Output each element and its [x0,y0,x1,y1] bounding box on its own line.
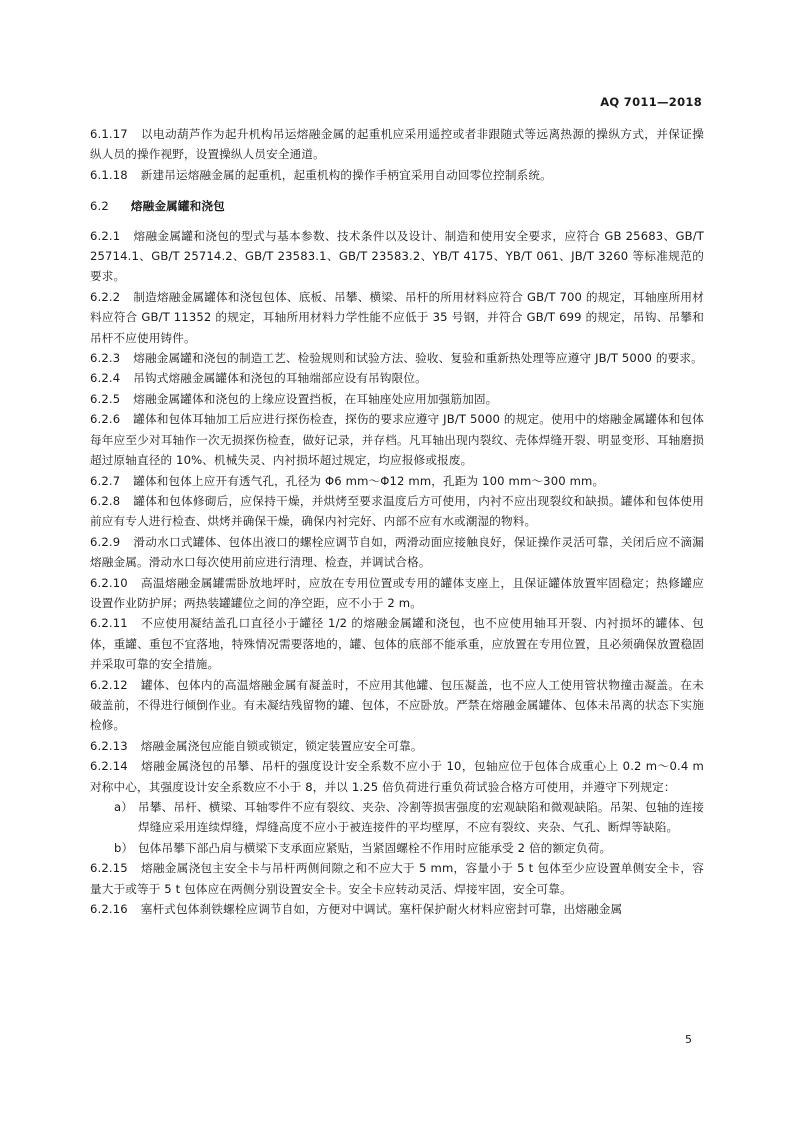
clause-number: 6.2.15 [90,861,128,876]
clause [90,226,704,287]
clause-number: 6.2.5 [90,391,121,406]
clause-text: 吊钩式熔融金属罐体和浇包的耳轴端部应设有吊钩限位。 [133,371,427,386]
clause-text: 罐体和包体修砌后，应保持干燥，并烘烤至要求温度后方可使用，内衬不应出现裂纹和缺损。罐体和包体使用前应有专人进行检查、烘烤并确保干燥，确保内衬完好、内部不应有水或潮湿的物料。 [90,493,704,529]
clause-number: 6.2.14 [90,759,128,774]
clause-text: 以电动葫芦作为起升机构吊运熔融金属的起重机应采用遥控或者非跟随式等远离热源的操纵方式，并保证操纵人员的操作视野，设置操纵人员安全通道。 [90,127,704,162]
clause-text: 滑动水口式罐体、包体出液口的螺栓应调节自如，两滑动面应接触良好，保证操作灵活可靠，关闭后应不滴漏熔融金属。滑动水口每次使用前应进行清理、检查，并调试合格。 [90,534,704,570]
clause [90,389,704,409]
clause-text: 熔融金属罐和浇包的型式与基本参数、技术条件以及设计、制造和使用安全要求，应符合 GB 25683、GB/T 25714.1、GB/T 25714.2、GB/T 23583.1、GB/T 23583.2、YB/T 4175、YB/T 061、JB/T 3260 等标准规范的要求。 [90,228,704,284]
section-number: 6.2 [90,199,109,214]
clause-number: 6.2.12 [90,677,128,692]
clause-number: 6.1.18 [90,167,128,182]
clause-number: 6.2.10 [90,575,128,590]
list-item-text: 吊攀、吊杆、横梁、耳轴零件不应有裂纹、夹杂、冷割等损害强度的宏观缺陷和微观缺陷。吊架、包轴的连接焊缝应采用连续焊缝，焊缝高度不应小于被连接件的平均壁厚，不应有裂纹、夹杂、气孔、断焊等缺陷。 [138,800,704,835]
clause [90,368,704,388]
document-body [90,124,704,919]
clause [90,124,704,165]
list-item-text: 包体吊攀下部凸肩与横梁下支承面应紧贴，当紧固螺栓不作用时应能承受 2 倍的额定负荷。 [138,840,612,855]
clause-number: 6.2.9 [90,534,121,549]
clause [90,409,704,470]
clause-number: 6.2.16 [90,902,128,917]
clause-text: 熔融金属罐体和浇包的上缘应设置挡板，在耳轴座处应用加强筋加固。 [133,391,498,406]
clause-text: 高温熔融金属罐需卧放地坪时，应放在专用位置或专用的罐体支座上，且保证罐体放置牢固稳定；热修罐应设置作业防护屏；两热装罐罐位之间的净空距，应不小于 2 m。 [90,575,704,610]
clause-text: 塞杆式包体刹铁螺栓应调节自如，方便对中调试。塞杆保护耐火材料应密封可靠，出熔融金属 [140,902,623,917]
clause [90,491,704,532]
clause-number: 6.2.3 [90,351,121,366]
section-title: 熔融金属罐和浇包 [130,199,225,214]
clause [90,165,704,185]
clause [90,471,704,491]
clause-text: 罐体和包体耳轴加工后应进行探伤检查，探伤的要求应遵守 JB/T 5000 的规定。使用中的熔融金属罐体和包体每年应至少对耳轴作一次无损探伤检查，做好记录，并存档。凡耳轴出现内裂纹、壳体焊缝开裂、明显变形、耳轴磨损超过原轴直径的 10%、机械失灵、内衬损坏超过规定，均应报修或报废。 [90,412,704,468]
clause [90,858,704,899]
clause-text: 熔融金属浇包应能自锁或锁定，锁定装置应安全可靠。 [140,738,423,753]
list-item [90,838,704,858]
list-marker: b） [114,840,134,855]
clause-text: 熔融金属浇包的吊攀、吊杆的强度设计安全系数不应小于 10，包轴应位于包体合成重心上 0.2 m～0.4 m 对称中心，其强度设计安全系数应不小于 8，并以 1.25 倍负荷进行重负荷试验合格方可使用，并遵守下列规定： [90,759,704,794]
clause-number: 6.2.4 [90,371,121,386]
clause [90,287,704,348]
clause-number: 6.2.6 [90,412,121,427]
clause [90,675,704,736]
clause-number: 6.2.1 [90,228,121,243]
clause [90,348,704,368]
clause [90,756,704,797]
clause [90,532,704,573]
clause-text: 罐体和包体上应开有透气孔，孔径为 Φ6 mm～Φ12 mm，孔距为 100 mm～300 mm。 [133,473,605,488]
page-number: 5 [685,1033,692,1046]
clause-text: 熔融金属浇包主安全卡与吊杆两侧间隙之和不应大于 5 mm，容量小于 5 t 包体至少应设置单侧安全卡，容量大于或等于 5 t 包体应在两侧分别设置安全卡。安全卡应转动灵活、焊接牢固，安全可靠。 [90,861,704,896]
standard-code: AQ 7011—2018 [600,95,702,109]
clause-number: 6.1.17 [90,127,128,141]
clause-number: 6.2.2 [90,289,121,304]
clause [90,573,704,614]
clause [90,736,704,756]
clause-text: 不应使用凝结盖孔口直径小于罐径 1/2 的熔融金属罐和浇包，也不应使用轴耳开裂、内衬损坏的罐体、包体，重罐、重包不宜落地，特殊情况需要落地的，罐、包体的底部不能承重，应放置在专用位置，且必须确保放置稳固并采取可靠的安全措施。 [90,616,704,672]
clause-text: 熔融金属罐和浇包的制造工艺、检验规则和试验方法、验收、复验和重新热处理等应遵守 JB/T 5000 的要求。 [133,351,703,366]
clause-number: 6.2.8 [90,493,121,508]
clause [90,613,704,674]
list-marker: a） [114,800,133,814]
clause-text: 制造熔融金属罐体和浇包包体、底板、吊攀、横梁、吊杆的所用材料应符合 GB/T 700 的规定，耳轴座所用材料应符合 GB/T 11352 的规定，耳轴所用材料力学性能不应低于 35 号钢，并符合 GB/T 699 的规定，吊钩、吊攀和吊杆不应使用铸件。 [90,289,704,345]
section-heading [90,196,704,216]
clause-text: 罐体、包体内的高温熔融金属有凝盖时，不应用其他罐、包压凝盖，也不应人工使用管状物撞击凝盖。在未破盖前，不得进行倾倒作业。有未凝结残留物的罐、包体，不应卧放。严禁在熔融金属罐体、包体未吊离的状态下实施检修。 [90,677,704,733]
clause-text: 新建吊运熔融金属的起重机，起重机构的操作手柄宜采用自动回零位控制系统。 [140,167,552,182]
list-item [90,797,704,838]
clause-number: 6.2.13 [90,738,128,753]
clause-number: 6.2.11 [90,616,128,631]
clause-number: 6.2.7 [90,473,121,488]
clause [90,899,704,919]
